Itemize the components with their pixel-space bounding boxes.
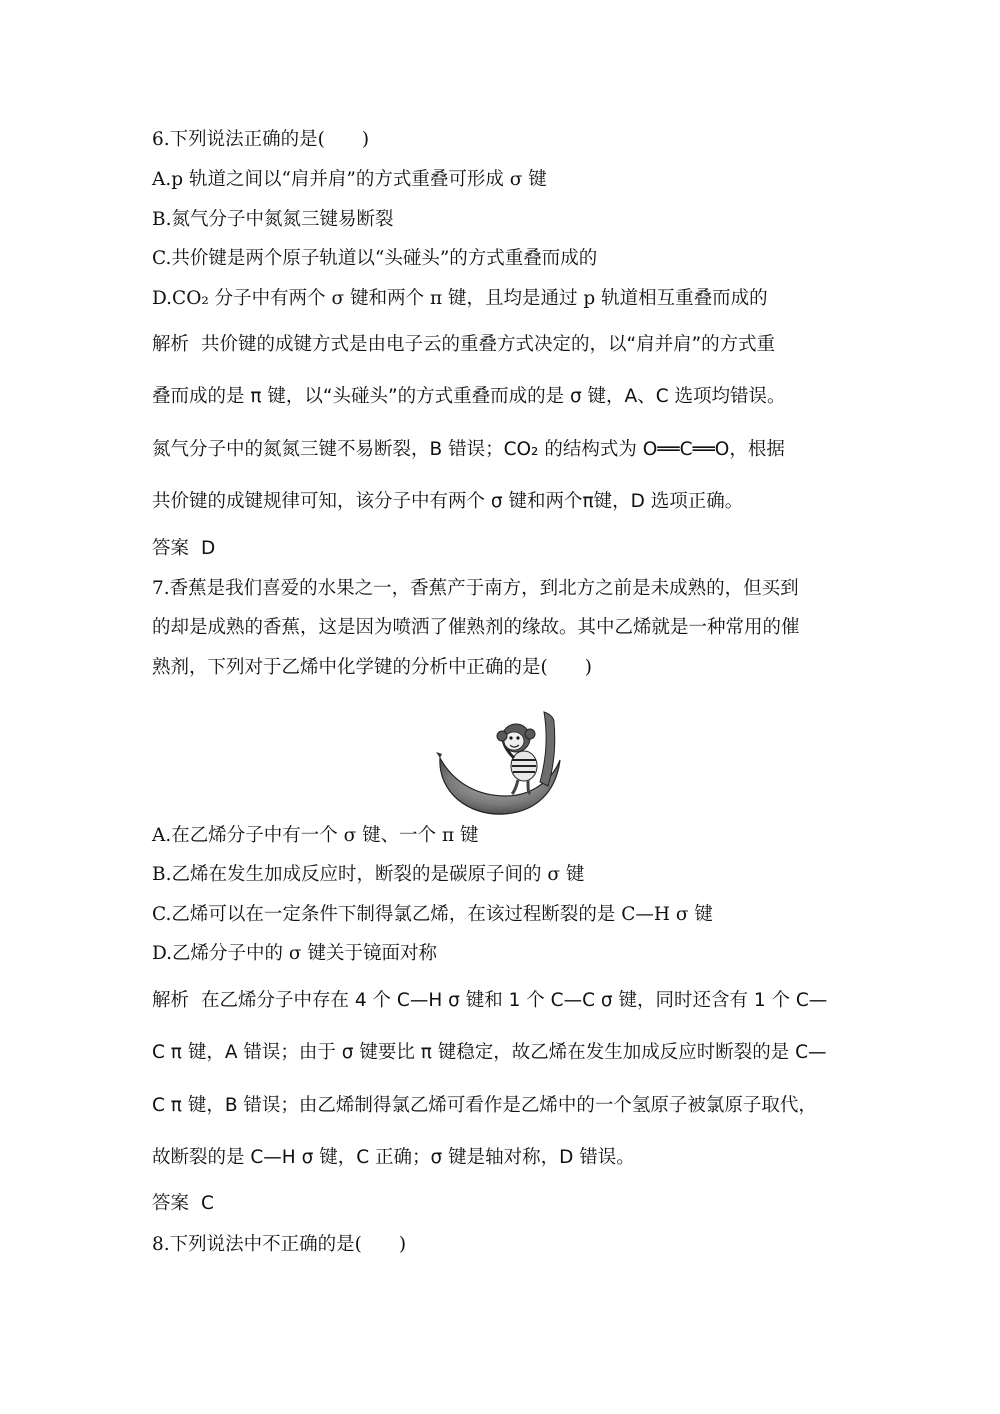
q6-analysis-line-2: 叠而成的是 π 键，以“头碰头”的方式重叠而成的是 σ 键，A、C 选项均错误。: [152, 386, 786, 407]
q6-answer-value: D: [201, 538, 216, 559]
q7-analysis-line-4: 故断裂的是 C—H σ 键，C 正确；σ 键是轴对称，D 错误。: [152, 1147, 635, 1168]
q7-analysis-line-2: C π 键，A 错误；由于 σ 键要比 π 键稳定，故乙烯在发生加成反应时断裂的是 C—: [152, 1042, 827, 1063]
q7-answer: [152, 1191, 852, 1217]
q7-answer-value: C: [201, 1193, 214, 1214]
q6-stem: 6.下列说法正确的是( ): [152, 129, 370, 150]
q7-stem-line-3: 熟剂，下列对于乙烯中化学键的分析中正确的是( ): [152, 657, 592, 678]
q7-option-b: B.乙烯在发生加成反应时，断裂的是碳原子间的 σ 键: [152, 864, 585, 885]
q6-answer: [152, 536, 852, 562]
q6-analysis-text-1: 共价键的成键方式是由电子云的重叠方式决定的，以“肩并肩”的方式重: [201, 334, 776, 355]
q8-stem: 8.下列说法中不正确的是( ): [152, 1234, 407, 1255]
q6-option-c: C.共价键是两个原子轨道以“头碰头”的方式重叠而成的: [152, 248, 598, 269]
q7-analysis-line-3: C π 键，B 错误；由乙烯制得氯乙烯可看作是乙烯中的一个氢原子被氯原子取代，: [152, 1095, 817, 1116]
q6-analysis-line-4: 共价键的成键规律可知，该分子中有两个 σ 键和两个π键，D 选项正确。: [152, 491, 744, 512]
q6-analysis-line-1: [152, 332, 852, 358]
monkey-banana-illustration: [428, 700, 568, 820]
q7-analysis-text-1: 在乙烯分子中存在 4 个 C—H σ 键和 1 个 C—C σ 键，同时还含有 1 个 C—: [201, 990, 828, 1011]
q7-stem-line-1: 7.香蕉是我们喜爱的水果之一，香蕉产于南方，到北方之前是未成熟的，但买到: [152, 578, 799, 599]
q7-answer-label: 答案: [152, 1193, 190, 1214]
q6-option-a: A.p 轨道之间以“肩并肩”的方式重叠可形成 σ 键: [152, 169, 547, 190]
q7-option-a: A.在乙烯分子中有一个 σ 键、一个 π 键: [152, 825, 479, 846]
q6-option-b: B.氮气分子中氮氮三键易断裂: [152, 209, 394, 230]
q7-analysis-line-1: [152, 988, 852, 1014]
q7-option-c: C.乙烯可以在一定条件下制得氯乙烯，在该过程断裂的是 C—H σ 键: [152, 904, 713, 925]
q7-option-d: D.乙烯分子中的 σ 键关于镜面对称: [152, 943, 437, 964]
q6-analysis-label: 解析: [152, 334, 190, 355]
q7-analysis-label: 解析: [152, 990, 190, 1011]
q7-stem-line-2: 的却是成熟的香蕉，这是因为喷洒了催熟剂的缘故。其中乙烯就是一种常用的催: [152, 617, 800, 638]
q6-analysis-line-3: 氮气分子中的氮氮三键不易断裂，B 错误；CO₂ 的结构式为 O══C══O，根据: [152, 439, 785, 460]
q6-option-d: D.CO₂ 分子中有两个 σ 键和两个 π 键，且均是通过 p 轨道相互重叠而成的: [152, 288, 768, 309]
q6-answer-label: 答案: [152, 538, 190, 559]
